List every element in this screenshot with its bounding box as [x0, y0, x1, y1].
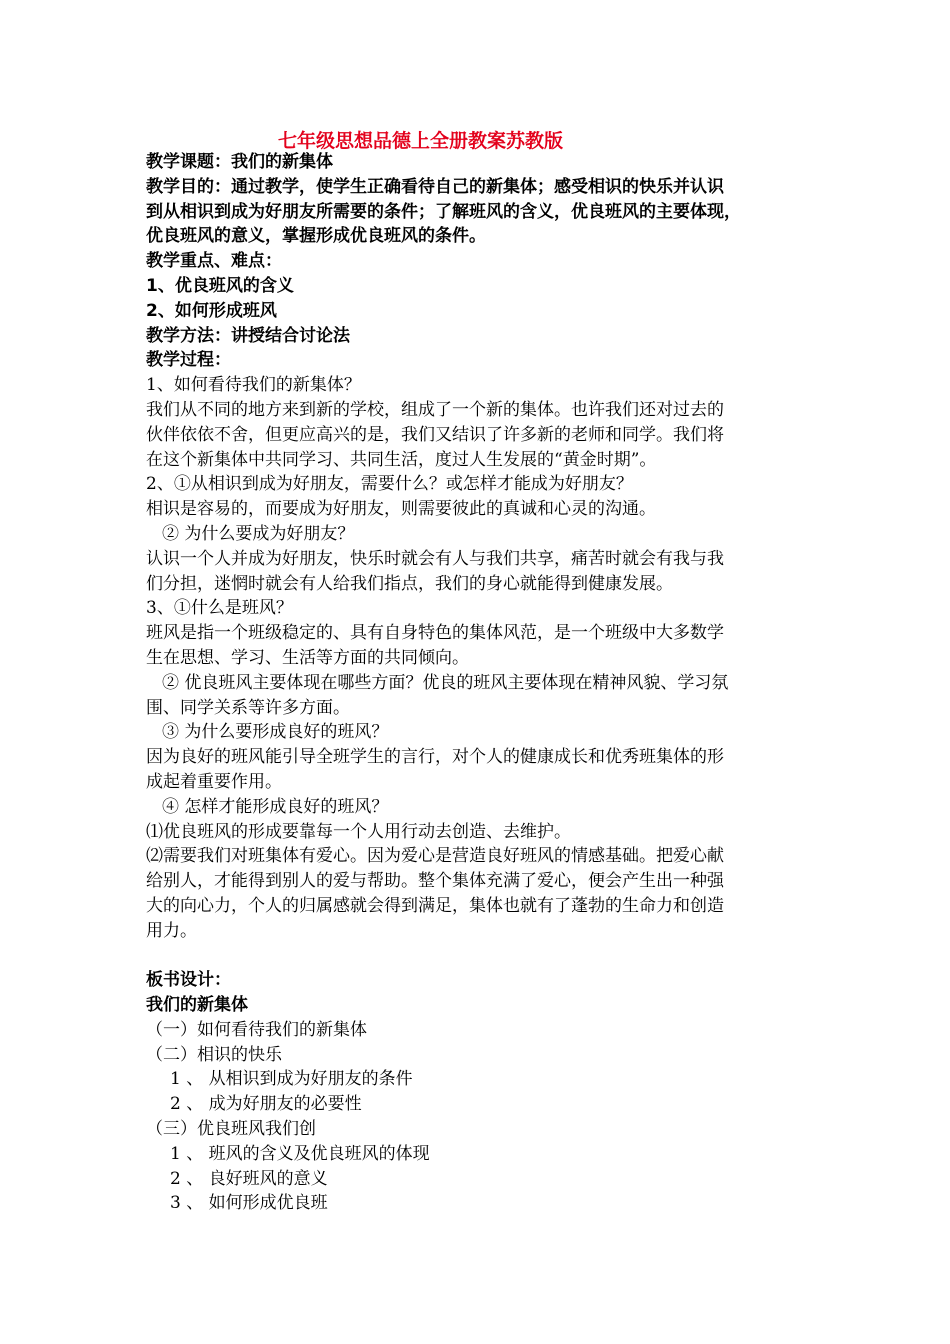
body-line: ⑵需要我们对班集体有爱心。因为爱心是营造良好班风的情感基础。把爱心献: [146, 846, 724, 867]
board-subitem: 2 、 成为好朋友的必要性: [170, 1094, 362, 1115]
board-section: （二）相识的快乐: [146, 1044, 282, 1065]
body-line: 们分担，迷惘时就会有人给我们指点，我们的身心就能得到健康发展。: [146, 573, 673, 594]
document-title: 七年级思想品德上全册教案苏教版: [278, 130, 564, 152]
body-line: 2、①从相识到成为好朋友，需要什么？或怎样才能成为好朋友？: [146, 474, 633, 495]
key-point-1: 1、优良班风的含义: [146, 275, 294, 296]
body-line: 认识一个人并成为好朋友，快乐时就会有人与我们共享，痛苦时就会有我与我: [146, 548, 724, 569]
body-line: 班风是指一个班级稳定的、具有自身特色的集体风范，是一个班级中大多数学: [146, 623, 724, 644]
lesson-goal-line-1: 教学目的：通过教学，使学生正确看待自己的新集体；感受相识的快乐并认识: [146, 176, 724, 197]
body-line: 3、①什么是班风？: [146, 598, 293, 619]
body-line: ② 为什么要成为好朋友？: [162, 523, 355, 544]
teaching-method: 教学方法：讲授结合讨论法: [146, 325, 350, 346]
board-subitem: 3 、 如何形成优良班: [170, 1193, 328, 1214]
body-line: 用力。: [146, 920, 197, 941]
body-line: 我们从不同的地方来到新的学校，组成了一个新的集体。也许我们还对过去的: [146, 399, 724, 420]
body-line: ⑴优良班风的形成要靠每一个人用行动去创造、去维护。: [146, 821, 571, 842]
board-section: （三）优良班风我们创: [146, 1119, 316, 1140]
lesson-goal-line-2: 到从相识到成为好朋友所需要的条件；了解班风的含义，优良班风的主要体现，: [146, 201, 741, 222]
body-line: 1、如何看待我们的新集体？: [146, 375, 361, 396]
body-line: 大的向心力，个人的归属感就会得到满足，集体也就有了蓬勃的生命力和创造: [146, 895, 724, 916]
key-points-heading: 教学重点、难点：: [146, 251, 282, 272]
body-line: ④ 怎样才能形成良好的班风？: [162, 796, 389, 817]
board-subitem: 2 、 良好班风的意义: [170, 1168, 328, 1189]
key-point-2: 2、如何形成班风: [146, 300, 277, 321]
lesson-topic: 教学课题：我们的新集体: [146, 152, 333, 172]
body-line: ③ 为什么要形成良好的班风？: [162, 722, 389, 743]
body-line: 因为良好的班风能引导全班学生的言行，对个人的健康成长和优秀班集体的形: [146, 747, 724, 768]
teaching-process-heading: 教学过程：: [146, 350, 231, 371]
board-subitem: 1 、 从相识到成为好朋友的条件: [170, 1069, 413, 1090]
board-design-heading: 板书设计：: [146, 970, 231, 991]
lesson-goal-line-3: 优良班风的意义，掌握形成优良班风的条件。: [146, 226, 486, 247]
board-subitem: 1 、 班风的含义及优良班风的体现: [170, 1143, 430, 1164]
body-line: 生在思想、学习、生活等方面的共同倾向。: [146, 647, 469, 668]
board-section: （一）如何看待我们的新集体: [146, 1019, 367, 1040]
board-design-subtitle: 我们的新集体: [146, 995, 248, 1016]
body-line: ② 优良班风主要体现在哪些方面？优良的班风主要体现在精神风貌、学习氛: [162, 672, 729, 693]
body-line: 在这个新集体中共同学习、共同生活，度过人生发展的“黄金时期”。: [146, 449, 657, 470]
body-line: 围、同学关系等许多方面。: [146, 697, 350, 718]
document-content: [146, 150, 816, 1216]
body-line: 给别人，才能得到别人的爱与帮助。整个集体充满了爱心，便会产生出一种强: [146, 871, 724, 892]
body-line: 相识是容易的，而要成为好朋友，则需要彼此的真诚和心灵的沟通。: [146, 499, 656, 520]
body-line: 成起着重要作用。: [146, 771, 282, 792]
spacer: [146, 944, 816, 969]
body-line: 伙伴依依不舍，但更应高兴的是，我们又结识了许多新的老师和同学。我们将: [146, 424, 724, 445]
